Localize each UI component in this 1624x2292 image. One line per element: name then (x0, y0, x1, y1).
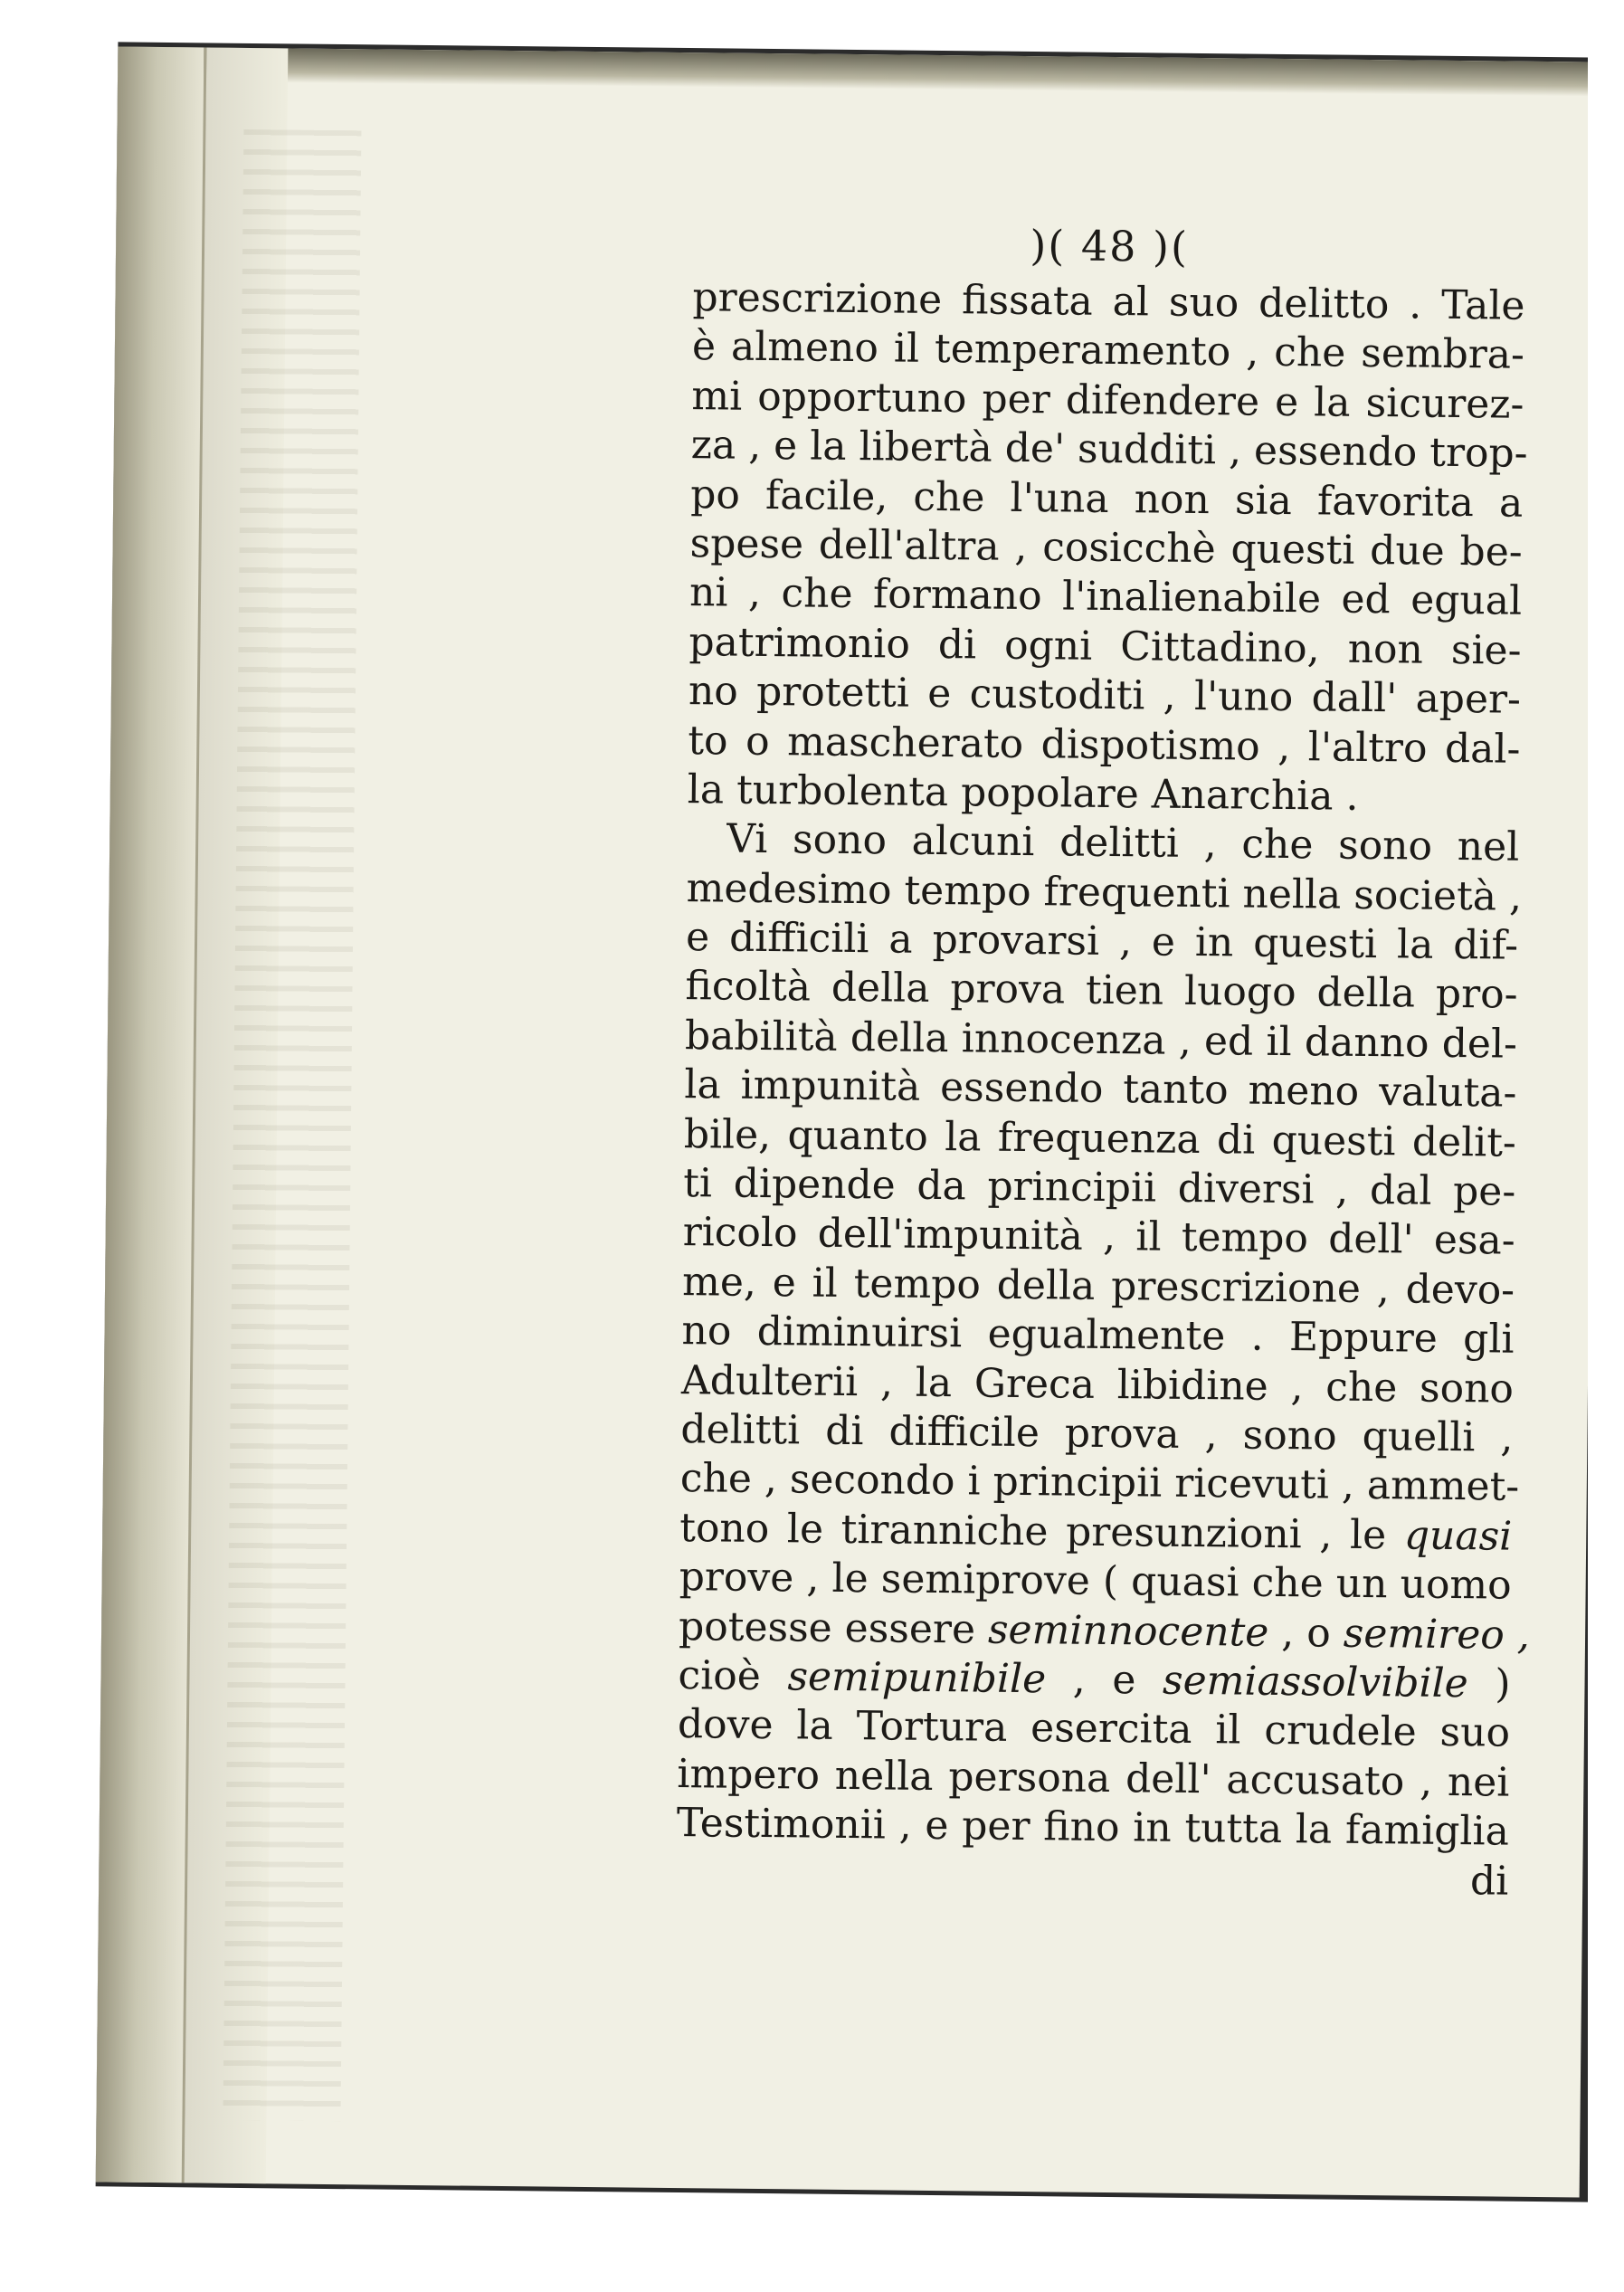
text-fragment: , o (1281, 1609, 1332, 1657)
italic-fragment: semiassolvibile (1162, 1657, 1468, 1707)
italic-fragment: semireo , (1343, 1610, 1530, 1659)
catchword: di (1469, 1857, 1509, 1905)
text-line: no diminuirsi egualmente . Eppure gli (681, 1308, 1515, 1363)
text-line (679, 1504, 1513, 1562)
scan-right-margin (1588, 0, 1624, 2292)
text-line: babilità della innocenza , ed il danno del- (684, 1012, 1518, 1068)
text-line: la impunità essendo tanto meno valuta- (684, 1061, 1517, 1117)
text-line: to o mascherato dispotismo , l'altro dal- (688, 717, 1521, 773)
text-line: spese dell'altra , cosicchè questi due be- (689, 520, 1523, 575)
text-fragment: ) (1495, 1660, 1511, 1707)
text-line: ficoltà della prova tien luogo della pro- (685, 963, 1518, 1019)
text-line: ricolo dell'impunità , il tempo dell' esa- (682, 1209, 1515, 1265)
text-line: po facile, che l'una non sia favorita a (689, 471, 1524, 527)
text-line: bile, quanto la frequenza di questi delit- (683, 1110, 1517, 1166)
text-line (678, 1602, 1530, 1660)
text-line: dove la Tortura esercita il crudele suo (677, 1701, 1511, 1757)
text-line: patrimonio di ogni Cittadino, non sie- (689, 618, 1522, 674)
text-line (678, 1651, 1511, 1709)
margin-stain (223, 129, 361, 2121)
text-line: za , e la libertà de' sudditi , essendo trop- (690, 422, 1528, 477)
text-line: mi opportuno per difendere e la sicurez- (691, 372, 1524, 428)
text-line: la turbolenta popolare Anarchia . (687, 766, 1359, 820)
text-fragment: potesse essere (678, 1602, 976, 1653)
text-line: no protetti e custoditi , l'uno dall' aper- (688, 668, 1522, 723)
text-line: impero nella persona dell' accusato , nei (677, 1750, 1510, 1806)
text-line: ni , che formano l'inalienabile ed egual (689, 569, 1523, 625)
text-line: è almeno il temperamento , che sembra- (691, 323, 1525, 379)
text-line: Testimonii , e per fino in tutta la famiglia (676, 1800, 1510, 1855)
italic-fragment: semipunibile (787, 1653, 1047, 1703)
text-fragment: tono le tiranniche presunzioni , le (679, 1504, 1387, 1559)
page-text (676, 217, 1530, 1906)
text-line: delitti di difficile prova , sono quelli , (680, 1406, 1514, 1461)
text-line: prove , le semiprove ( quasi che un uomo (679, 1554, 1512, 1609)
text-line: medesimo tempo frequenti nella società , (686, 864, 1523, 920)
text-fragment: cioè (678, 1651, 762, 1699)
book-page (96, 46, 1602, 2197)
paragraph-start-line: Vi sono alcuni delitti , che sono nel (726, 815, 1520, 871)
text-line: ti dipende da principii diversi , dal pe- (683, 1160, 1516, 1215)
text-line: che , secondo i principii ricevuti , ammet- (679, 1455, 1520, 1511)
text-fragment: , e (1072, 1656, 1136, 1704)
page-number-header: )( 48 )( (1030, 221, 1190, 271)
text-line: me, e il tempo della prescrizione , devo- (681, 1258, 1515, 1314)
italic-fragment: seminnocente (987, 1606, 1269, 1656)
italic-fragment: quasi (1403, 1512, 1513, 1560)
text-line: Adulterii , la Greca libidine , che sono (680, 1356, 1515, 1412)
text-line: e difficili a provarsi , e in questi la dif- (685, 914, 1519, 969)
text-line: prescrizione fissata al suo delitto . Tale (692, 274, 1525, 329)
